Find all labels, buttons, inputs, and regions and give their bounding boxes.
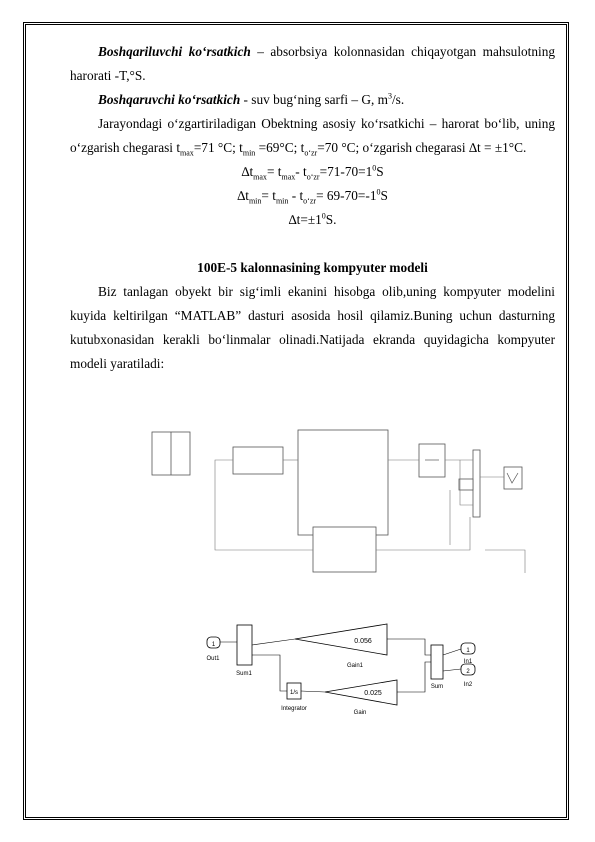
sum1-label: Sum1 (236, 671, 252, 677)
text: = t (261, 188, 276, 203)
text: ∆t (241, 164, 254, 179)
signal-line (301, 691, 325, 692)
section-heading: 100E-5 kalonnasining kompyuter modeli (197, 260, 428, 275)
out1-label: Out1 (206, 656, 220, 662)
sum-label: Sum (430, 684, 444, 690)
signal-line (485, 550, 525, 573)
superscript: 0 (372, 163, 377, 173)
subscript: max (253, 172, 267, 182)
mux-block (473, 450, 480, 517)
simulink-subsystem (195, 615, 495, 720)
transfer-block (233, 447, 283, 474)
paragraph-control-variable (70, 88, 555, 112)
port-number: 1 (211, 642, 216, 648)
text: S (380, 188, 388, 203)
paragraph-model-intro: Biz tanlagan obyekt bir sig‘imli ekanini hisobga olib,uning kompyuter modelini kuyida keltirilgan “MATLAB” dasturi asosida hosil qilamiz.Buning uchun dasturning kutubxonasidan kerakli bo‘linmalar olinadi.Natijada ekranda quyidagicha kompyuter modeli yaratiladi: (70, 284, 555, 371)
gain-block (325, 680, 397, 705)
gain1-value: 0.056 (354, 638, 372, 645)
equation-delta (70, 208, 555, 232)
integrator-symbol: 1/s (289, 690, 299, 696)
scope-block (504, 467, 522, 489)
superscript: 0 (376, 187, 381, 197)
subscript: max (180, 148, 194, 158)
sum1-block (237, 625, 252, 665)
text: = t (266, 164, 282, 179)
gain1-label: Gain1 (346, 663, 364, 669)
blank-line (70, 232, 555, 256)
gain-value: 0.025 (364, 690, 382, 697)
paragraph-controlled-variable (70, 40, 555, 88)
signal-line (376, 517, 470, 550)
port-number: 1 (466, 648, 470, 654)
subscript: o‘zr (304, 148, 318, 158)
signal-line (443, 649, 461, 655)
definition-text: – absorbsiya kolonnasidan chiqayotgan mahsulotning harorati -T,°S. (70, 44, 555, 83)
subsystem-block (298, 430, 388, 535)
subscript: min (248, 196, 262, 206)
sum-block (431, 645, 443, 679)
delay-block (313, 527, 376, 572)
port-number: 2 (466, 669, 470, 675)
superscript: 0 (321, 211, 326, 221)
text: =69°C; t (255, 140, 305, 155)
subscript: o‘zr (303, 196, 317, 206)
text: = 69-70=-1 (316, 188, 377, 203)
text: =71-70=1 (319, 164, 373, 179)
subscript: min (242, 148, 256, 158)
small-block (459, 479, 473, 490)
text: - t (288, 188, 304, 203)
integrator-label: Integrator (281, 706, 307, 712)
signal-line (252, 639, 295, 645)
sum-block (419, 444, 445, 477)
in1-label: In1 (463, 659, 473, 665)
gain1-block (295, 624, 387, 655)
term-control-variable: Boshqaruvchi ko‘rsatkich (98, 92, 241, 107)
superscript: 3 (387, 91, 392, 101)
definition-text: - suv bug‘ning sarfi – G, m (240, 92, 388, 107)
paragraph-range (70, 112, 555, 160)
text: Jarayondagi o‘zgartiriladigan Obektning asosiy ko‘rsatkichi – harorat bo‘lib, uning o‘zgarish chegarasi t (70, 116, 555, 155)
subscript: max (281, 172, 296, 182)
subscript: min (275, 196, 289, 206)
subscript: o‘zr (306, 172, 320, 182)
equation-min (70, 184, 555, 208)
in2-label: In2 (463, 682, 473, 688)
simulink-model-top (150, 425, 535, 580)
gain-label: Gain (353, 710, 367, 716)
term-controlled-variable: Boshqariluvchi ko‘rsatkich (98, 44, 251, 59)
text: =71 °C; t (193, 140, 243, 155)
signal-line (443, 669, 461, 671)
text: ∆t (237, 188, 249, 203)
signal-line (252, 655, 287, 691)
signal-line (397, 662, 431, 692)
definition-tail: /s. (391, 92, 405, 107)
document-body (70, 40, 555, 376)
equation-max (70, 160, 555, 184)
text: - t (295, 164, 307, 179)
text: S. (325, 212, 337, 227)
text: =70 °C; o‘zgarish chegarasi ∆t = ±1°C. (317, 140, 527, 155)
text: ∆t=±1 (288, 212, 322, 227)
signal-line (387, 639, 431, 655)
text: S (376, 164, 384, 179)
